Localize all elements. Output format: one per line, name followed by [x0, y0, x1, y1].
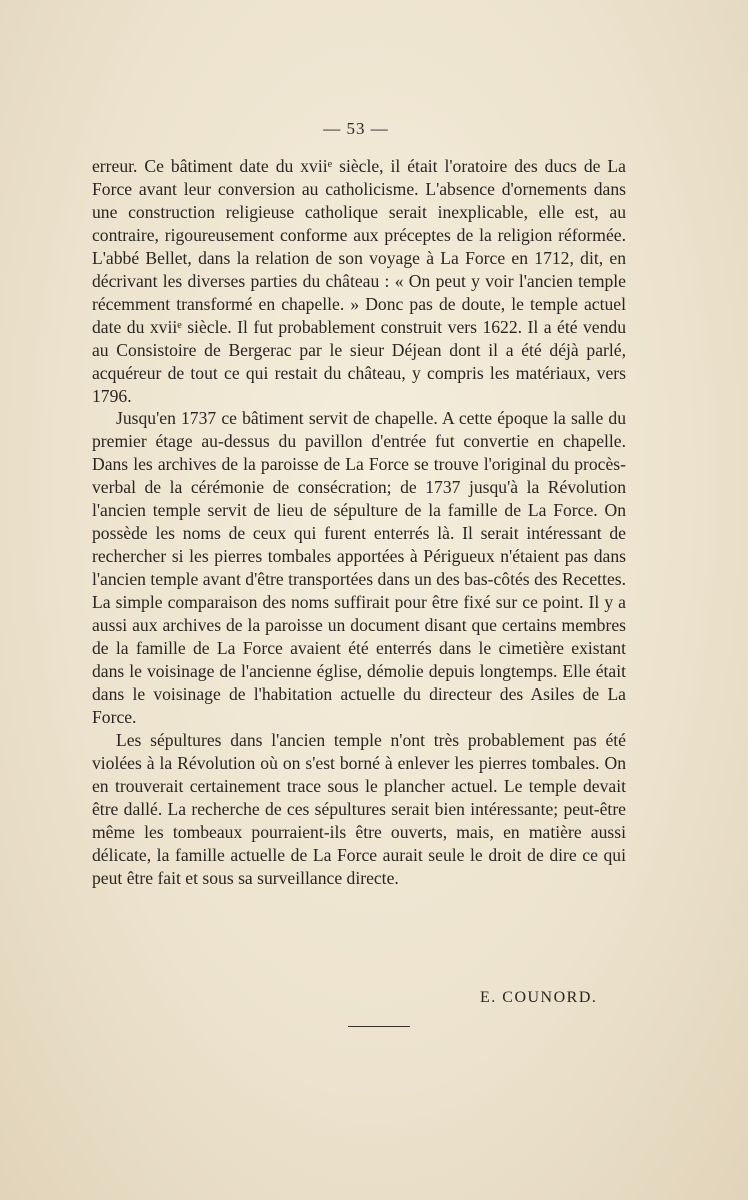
- paragraph-1: erreur. Ce bâtiment date du xviiᵉ siècle, il était l'oratoire des ducs de La Force avant leur conversion au catholicisme. L'absence d'ornements dans une construction religieuse catholique serait inexplicable, elle est, au contraire, rigoureusement conforme aux préceptes de la religion réformée. L'abbé Bellet, dans la relation de son voyage à La Force en 1712, dit, en décrivant les diverses parties du château : « On peut y voir l'ancien temple récemment transformé en chapelle. » Donc pas de doute, le temple actuel date du xviiᵉ siècle. Il fut probablement construit vers 1622. Il a été vendu au Consistoire de Bergerac par le sieur Déjean dont il a été déjà parlé, acquéreur de tout ce qui restait du château, y compris les matériaux, vers 1796.: [92, 156, 626, 406]
- page-number: — 53 —: [323, 119, 389, 138]
- end-rule: [348, 1026, 410, 1027]
- paragraph-2: Jusqu'en 1737 ce bâtiment servit de chapelle. A cette époque la salle du premier étage au-dessus du pavillon d'entrée fut convertie en chapelle. Dans les archives de la paroisse de La Force se trouve l'original du procès-verbal de la cérémonie de consécration; de 1737 jusqu'à la Révolution l'ancien temple servit de lieu de sépulture de la famille de La Force. On possède les noms de ceux qui furent enterrés là. Il serait intéressant de rechercher si les pierres tombales apportées à Périgueux n'étaient pas dans l'ancien temple avant d'être transportées dans un des bas-côtés des Recettes. La simple comparaison des noms suffirait pour être fixé sur ce point. Il y a aussi aux archives de la paroisse un document disant que certains membres de la famille de La Force avaient été enterrés dans le cimetière existant dans le voisinage de l'ancienne église, démolie depuis longtemps. Elle était dans le voisinage de l'habitation actuelle du directeur des Asiles de La Force.: [92, 408, 626, 727]
- author-signature: E. COUNORD.: [480, 989, 598, 1006]
- paragraph-3: Les sépultures dans l'ancien temple n'ont très probablement pas été violées à la Révolution où on s'est borné à enlever les pierres tombales. On en trouverait certainement trace sous le plancher actuel. Le temple devait être dallé. La recherche de ces sépultures serait bien intéressante; peut-être même les tombeaux pourraient-ils être ouverts, mais, en matière aussi délicate, la famille actuelle de La Force aurait seule le droit de dire ce qui peut être fait et sous sa surveillance directe.: [92, 729, 626, 888]
- body-text: [92, 155, 626, 890]
